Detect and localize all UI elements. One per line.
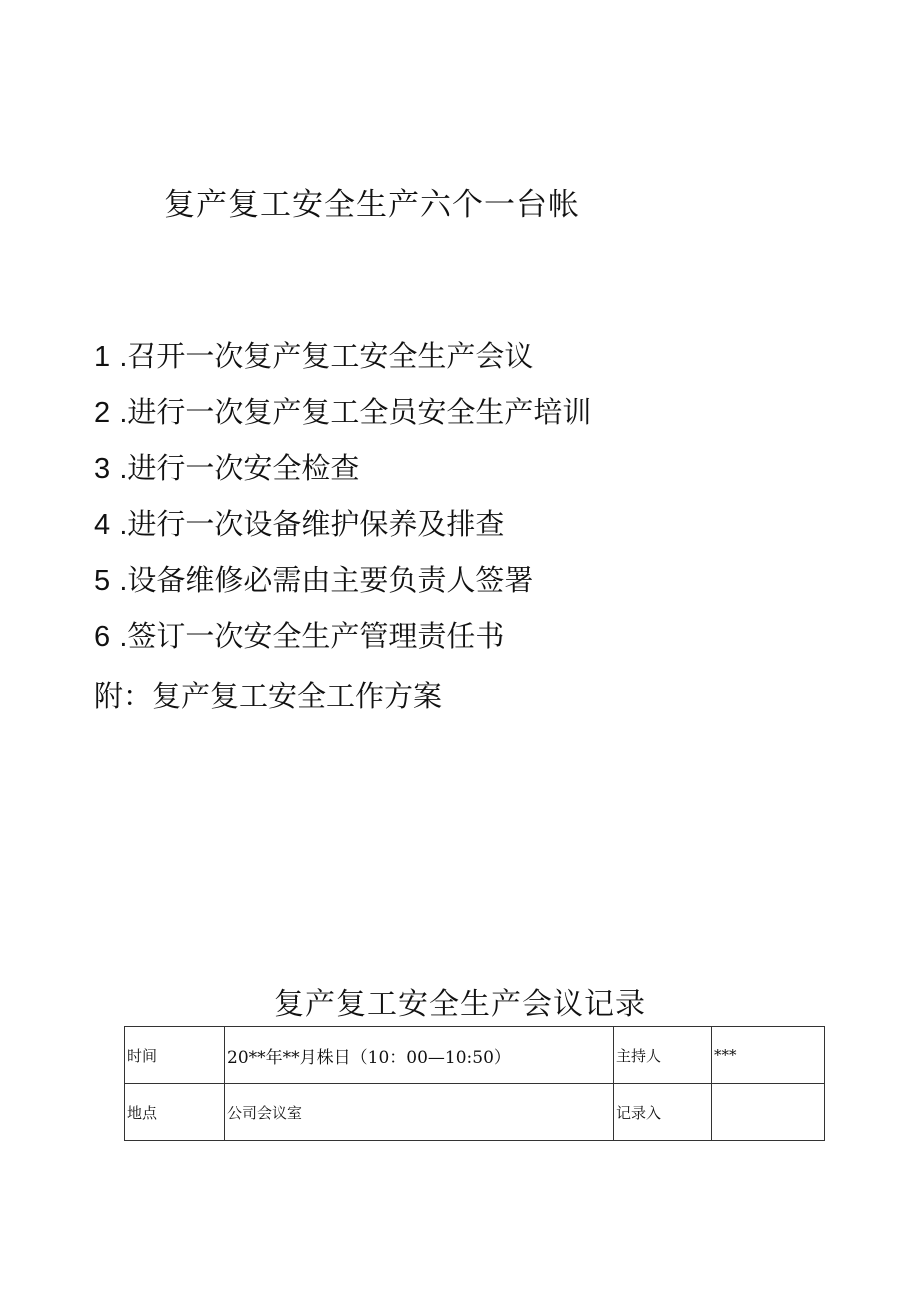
item-text: 召开一次复产复工安全生产会议 <box>127 339 534 373</box>
checklist-item <box>94 392 591 448</box>
checklist-item <box>94 560 591 616</box>
item-separator: . <box>119 341 128 373</box>
host-value-cell: *** <box>712 1027 825 1084</box>
checklist-item <box>94 448 591 504</box>
item-separator: . <box>119 397 128 429</box>
item-separator: . <box>119 621 128 653</box>
item-number: 2 <box>94 397 111 429</box>
location-value-cell: 公司会议室 <box>225 1084 614 1141</box>
item-number: 5 <box>94 565 111 597</box>
item-separator: . <box>119 509 128 541</box>
recorder-value-cell <box>712 1084 825 1141</box>
time-label-cell: 时间 <box>125 1027 225 1084</box>
checklist-item <box>94 616 591 672</box>
item-separator: . <box>119 453 128 485</box>
item-number: 1 <box>94 341 111 373</box>
item-text: 进行一次复产复工全员安全生产培训 <box>127 395 592 429</box>
table-row <box>125 1027 825 1084</box>
meeting-record-title: 复产复工安全生产会议记录 <box>274 987 646 1022</box>
appendix-line: 附：复产复工安全工作方案 <box>94 679 443 713</box>
meeting-record-table <box>124 1026 825 1141</box>
location-label-cell: 地点 <box>125 1084 225 1141</box>
item-number: 6 <box>94 621 111 653</box>
checklist-item <box>94 336 591 392</box>
document-title: 复产复工安全生产六个一台帐 <box>164 187 580 223</box>
recorder-label-cell: 记录入 <box>614 1084 712 1141</box>
host-label-cell: 主持人 <box>614 1027 712 1084</box>
time-value-cell: 20**年**月株日（10：00—10:50） <box>225 1027 614 1084</box>
checklist-item <box>94 504 591 560</box>
item-text: 签订一次安全生产管理责任书 <box>127 619 505 653</box>
checklist <box>94 336 591 672</box>
item-text: 设备维修必需由主要负责人签署 <box>127 563 534 597</box>
item-separator: . <box>119 565 128 597</box>
table-row <box>125 1084 825 1141</box>
item-number: 4 <box>94 509 111 541</box>
item-number: 3 <box>94 453 111 485</box>
item-text: 进行一次安全检查 <box>127 451 360 485</box>
item-text: 进行一次设备维护保养及排查 <box>127 507 505 541</box>
